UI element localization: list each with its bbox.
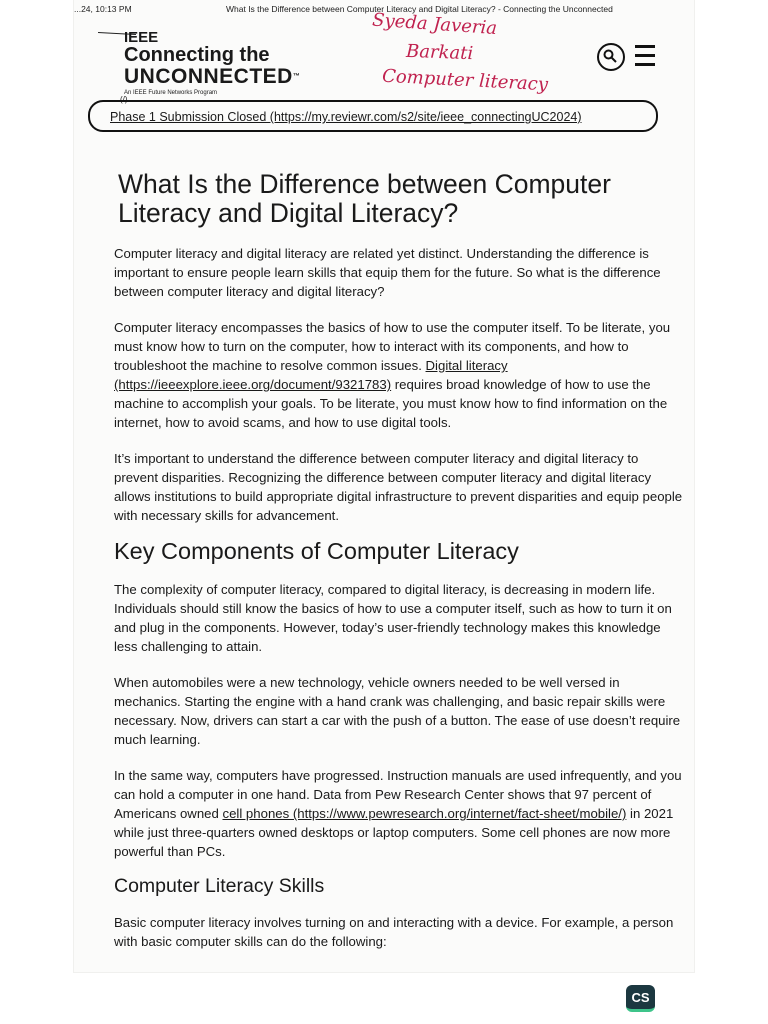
- hamburger-icon-bar: [635, 54, 655, 57]
- section-heading-skills: Computer Literacy Skills: [114, 875, 325, 897]
- paragraph-disparities: It’s important to understand the difference between computer literacy and digital literacy to prevent disparities. Recognizing the difference between computer literacy and digital literacy allows institutions to build appropriate digital infrastructure to prevent disparities and equip people with necessary skills for advancement.: [114, 451, 683, 523]
- paragraph-automobiles: When automobiles were a new technology, vehicle owners needed to be well versed in mechanics. Starting the engine with a hand crank was challenging, and basic repair skills were necessary. Now, drivers can start a car with the push of a button. The ease of use doesn’t require much learning.: [114, 675, 681, 747]
- home-link-mark[interactable]: (/): [120, 95, 128, 104]
- handwritten-line-3: Computer literacy: [381, 65, 549, 96]
- handwritten-line-2: Barkati: [405, 40, 474, 65]
- paragraph-intro: Computer literacy and digital literacy are related yet distinct. Understanding the difference is important to ensure people learn skills that equip them for the future. So what is the difference between computer literacy and digital literacy?: [114, 246, 661, 299]
- article: [114, 170, 684, 951]
- paragraph-progress-text-2: in 2021 while just three-quarters owned desktops or laptop computers. Some cell phones are now more powerful than PCs.: [114, 806, 674, 859]
- handwritten-line-1: Syeda Javeria: [371, 9, 498, 40]
- paragraph-definitions-text-1: Computer literacy encompasses the basics of how to use the computer itself. To be literate, you must know how to turn on the computer, how to interact with its components, and how to troubleshoot the machine to resolve common issues.: [114, 320, 671, 373]
- paragraph-definitions-text-2: requires broad knowledge of how to use the machine to accomplish your goals. To be literate, you must know how to find information on the internet, how to avoid scams, and how to use digital tools.: [114, 377, 668, 430]
- section-heading-key-components: Key Components of Computer Literacy: [114, 538, 519, 564]
- cell-phones-link[interactable]: cell phones (https://www.pewresearch.org/internet/fact-sheet/mobile/): [222, 806, 627, 821]
- logo-tagline: An IEEE Future Networks Program: [124, 90, 218, 96]
- paragraph-progress-text-1: In the same way, computers have progressed. Instruction manuals are used infrequently, and you can hold a computer in one hand. Data from Pew Research Center shows that 97 percent of Americans owned: [114, 768, 682, 821]
- search-button[interactable]: [597, 43, 625, 71]
- menu-button[interactable]: [635, 45, 655, 73]
- paragraph-basic-skills: Basic computer literacy involves turning on and interacting with a device. For example, a person with basic computer skills can do the following:: [114, 915, 674, 949]
- logo-line1: Connecting the: [124, 44, 270, 66]
- paragraph-progress: [114, 766, 684, 861]
- logo-ieee: IEEE: [124, 29, 159, 46]
- search-icon: [603, 49, 617, 63]
- hamburger-icon: [635, 45, 655, 48]
- print-doc-title: What Is the Difference between Computer Literacy and Digital Literacy? - Connecting the Unconnected: [226, 4, 613, 14]
- submission-link[interactable]: Phase 1 Submission Closed (https://my.reviewr.com/s2/site/ieee_connectingUC2024): [110, 110, 582, 124]
- logo-line2: [124, 65, 300, 89]
- handwritten-note: [368, 9, 588, 96]
- digital-literacy-link[interactable]: Digital literacy (https://ieeexplore.ieee.org/document/9321783): [114, 358, 508, 392]
- announcement-banner: [88, 100, 658, 132]
- camscanner-badge: CS: [626, 985, 655, 1012]
- site-logo[interactable]: [124, 30, 300, 97]
- paragraph-complexity: The complexity of computer literacy, compared to digital literacy, is decreasing in modern life. Individuals should still know the basics of how to use a computer itself, such as how to turn it on and plug in the components. However, today’s user-friendly technology makes this knowledge less challenging to attain.: [114, 582, 672, 654]
- hamburger-icon-bar: [635, 63, 655, 66]
- paragraph-definitions: [114, 318, 684, 432]
- article-title: What Is the Difference between Computer Literacy and Digital Literacy?: [118, 169, 611, 228]
- logo-trademark: ™: [292, 73, 301, 80]
- logo-line2-text: UNCONNECTED: [124, 65, 293, 88]
- print-timestamp: ...24, 10:13 PM: [74, 4, 132, 14]
